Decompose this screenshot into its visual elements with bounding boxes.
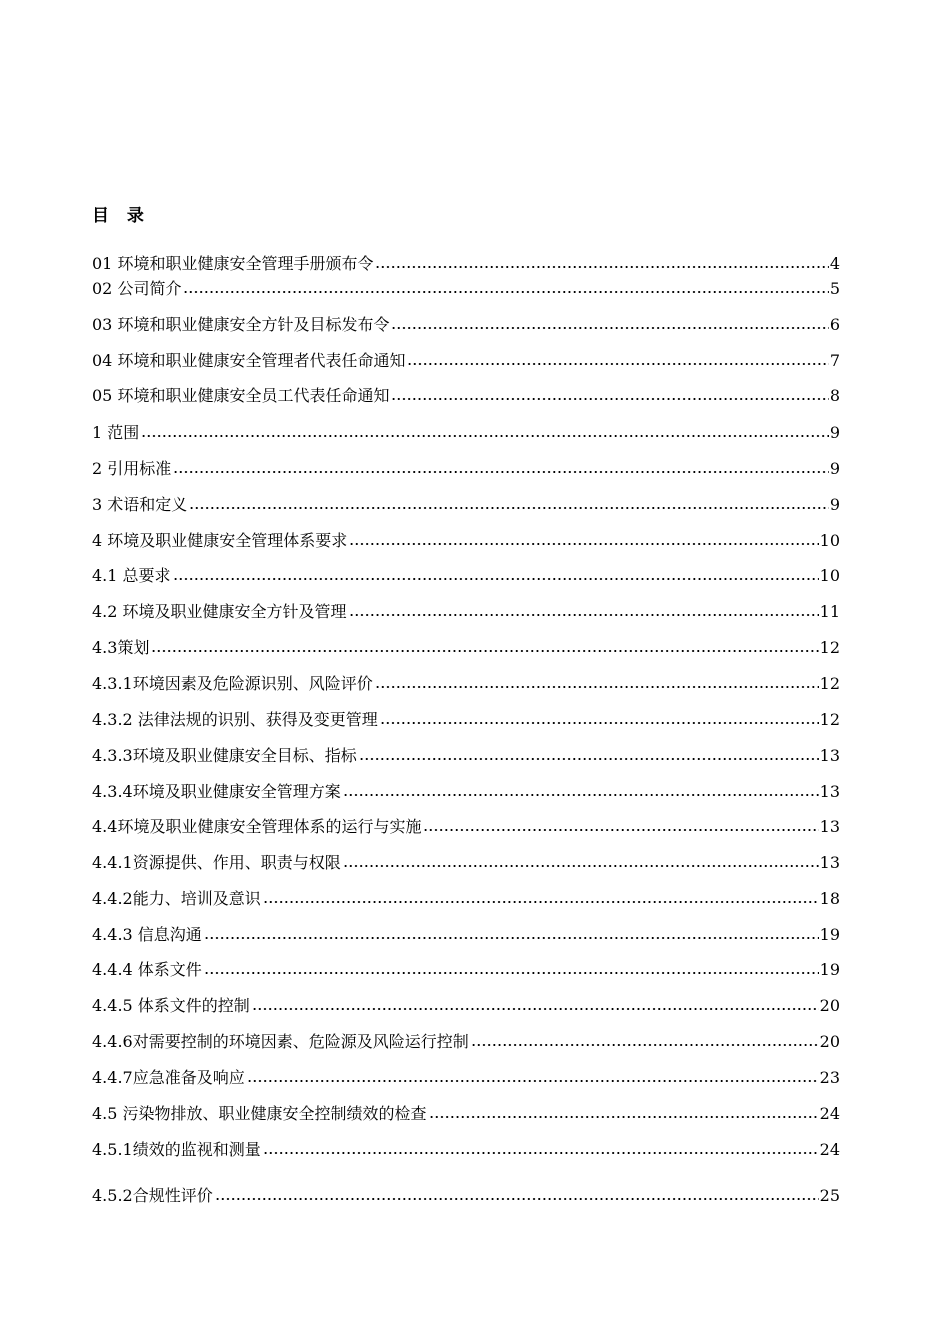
toc-dot-leader	[252, 1006, 819, 1012]
toc-dot-leader	[173, 576, 819, 582]
toc-entry[interactable]	[92, 491, 840, 515]
toc-dot-leader	[349, 541, 818, 547]
toc-entry-title: 4.4.7应急准备及响应	[92, 1068, 245, 1087]
toc-entry-page-number: 23	[819, 1068, 840, 1087]
toc-entry-page-number: 5	[829, 279, 840, 298]
toc-dot-leader	[204, 935, 819, 941]
toc-entry-page-number: 4	[829, 254, 840, 273]
toc-entry[interactable]	[92, 598, 840, 622]
toc-dot-leader	[141, 433, 829, 439]
toc-entry[interactable]	[92, 562, 840, 586]
toc-entry-page-number: 6	[829, 315, 840, 334]
toc-entry[interactable]	[92, 706, 840, 730]
toc-dot-leader	[471, 1042, 819, 1048]
toc-entry-title: 4.5.2合规性评价	[92, 1186, 213, 1205]
toc-entry-title: 4.1 总要求	[92, 566, 171, 585]
toc-entry-page-number: 13	[819, 817, 840, 836]
toc-entry-page-number: 9	[829, 495, 840, 514]
toc-entry-page-number: 19	[819, 925, 840, 944]
toc-dot-leader	[429, 1114, 819, 1120]
toc-entry-page-number: 10	[819, 566, 840, 585]
toc-entry-page-number: 9	[829, 423, 840, 442]
toc-dot-leader	[263, 1150, 819, 1156]
toc-dot-leader	[343, 792, 819, 798]
toc-entry[interactable]	[92, 419, 840, 443]
toc-dot-leader	[375, 684, 819, 690]
toc-entry-title: 4.4.6对需要控制的环境因素、危险源及风险运行控制	[92, 1032, 469, 1051]
toc-entry-title: 4.5.1绩效的监视和测量	[92, 1140, 261, 1159]
toc-entry[interactable]	[92, 992, 840, 1016]
toc-dot-leader	[391, 396, 828, 402]
toc-entry-page-number: 9	[829, 459, 840, 478]
toc-entry-page-number: 25	[819, 1186, 840, 1205]
toc-entry[interactable]	[92, 1182, 840, 1206]
toc-entry-page-number: 13	[819, 782, 840, 801]
toc-entry[interactable]	[92, 275, 840, 299]
toc-dot-leader	[380, 720, 819, 726]
toc-entry-title: 4.3策划	[92, 638, 150, 657]
toc-entry[interactable]	[92, 347, 840, 371]
toc-entry[interactable]	[92, 1064, 840, 1088]
toc-entry-title: 4.3.2 法律法规的识别、获得及变更管理	[92, 710, 378, 729]
toc-entry-page-number: 24	[819, 1104, 840, 1123]
toc-entry[interactable]	[92, 250, 840, 274]
toc-entry[interactable]	[92, 778, 840, 802]
toc-entry-title: 4.4环境及职业健康安全管理体系的运行与实施	[92, 817, 422, 836]
toc-entry-title: 4.4.2能力、培训及意识	[92, 889, 261, 908]
toc-dot-leader	[215, 1196, 819, 1202]
toc-entry-title: 4 环境及职业健康安全管理体系要求	[92, 531, 348, 550]
toc-entry-title: 4.3.4环境及职业健康安全管理方案	[92, 782, 341, 801]
toc-entry[interactable]	[92, 455, 840, 479]
toc-entry-title: 4.4.1资源提供、作用、职责与权限	[92, 853, 341, 872]
toc-entry-title: 2 引用标准	[92, 459, 172, 478]
toc-dot-leader	[349, 612, 819, 618]
toc-entry-title: 4.4.3 信息沟通	[92, 925, 202, 944]
toc-dot-leader	[375, 264, 828, 270]
toc-entry[interactable]	[92, 849, 840, 873]
toc-entry-page-number: 7	[829, 351, 840, 370]
toc-entry[interactable]	[92, 921, 840, 945]
toc-entry-page-number: 24	[819, 1140, 840, 1159]
toc-entry-title: 04 环境和职业健康安全管理者代表任命通知	[92, 351, 406, 370]
toc-entry-page-number: 10	[819, 531, 840, 550]
toc-dot-leader	[173, 469, 829, 475]
toc-entry[interactable]	[92, 813, 840, 837]
toc-entry[interactable]	[92, 1028, 840, 1052]
toc-entry[interactable]	[92, 1136, 840, 1160]
toc-entry-title: 01 环境和职业健康安全管理手册颁布令	[92, 254, 374, 273]
toc-entry-page-number: 11	[819, 602, 840, 621]
toc-dot-leader	[407, 361, 828, 367]
toc-entry-title: 4.3.1环境因素及危险源识别、风险评价	[92, 674, 373, 693]
toc-dot-leader	[263, 899, 819, 905]
toc-entry-title: 02 公司简介	[92, 279, 182, 298]
toc-dot-leader	[204, 970, 819, 976]
toc-dot-leader	[183, 289, 828, 295]
toc-entry[interactable]	[92, 885, 840, 909]
toc-dot-leader	[359, 756, 819, 762]
toc-entry-page-number: 12	[819, 638, 840, 657]
toc-dot-leader	[247, 1078, 819, 1084]
toc-entry-title: 05 环境和职业健康安全员工代表任命通知	[92, 386, 390, 405]
toc-entry-page-number: 19	[819, 960, 840, 979]
toc-dot-leader	[343, 863, 819, 869]
toc-title: 目 录	[92, 206, 150, 226]
toc-entry-page-number: 12	[819, 674, 840, 693]
toc-entry-title: 4.4.4 体系文件	[92, 960, 202, 979]
toc-entry-title: 4.2 环境及职业健康安全方针及管理	[92, 602, 347, 621]
toc-entry-page-number: 13	[819, 853, 840, 872]
toc-entry-page-number: 13	[819, 746, 840, 765]
toc-entry-title: 4.4.5 体系文件的控制	[92, 996, 250, 1015]
toc-entry[interactable]	[92, 742, 840, 766]
toc-dot-leader	[189, 505, 829, 511]
toc-dot-leader	[391, 325, 828, 331]
toc-entry[interactable]	[92, 311, 840, 335]
toc-entry-page-number: 8	[829, 386, 840, 405]
toc-entry-page-number: 20	[819, 996, 840, 1015]
toc-entry[interactable]	[92, 956, 840, 980]
toc-entry[interactable]	[92, 670, 840, 694]
toc-entry[interactable]	[92, 634, 840, 658]
toc-entry[interactable]	[92, 382, 840, 406]
toc-entry[interactable]	[92, 1100, 840, 1124]
toc-entry-title: 4.5 污染物排放、职业健康安全控制绩效的检查	[92, 1104, 427, 1123]
toc-entry-title: 03 环境和职业健康安全方针及目标发布令	[92, 315, 390, 334]
toc-entry-title: 1 范围	[92, 423, 140, 442]
toc-entry-page-number: 12	[819, 710, 840, 729]
toc-entry-title: 3 术语和定义	[92, 495, 188, 514]
toc-dot-leader	[423, 827, 818, 833]
toc-dot-leader	[151, 648, 818, 654]
toc-entry-page-number: 20	[819, 1032, 840, 1051]
toc-entry[interactable]	[92, 527, 840, 551]
toc-entry-title: 4.3.3环境及职业健康安全目标、指标	[92, 746, 357, 765]
toc-entry-page-number: 18	[819, 889, 840, 908]
